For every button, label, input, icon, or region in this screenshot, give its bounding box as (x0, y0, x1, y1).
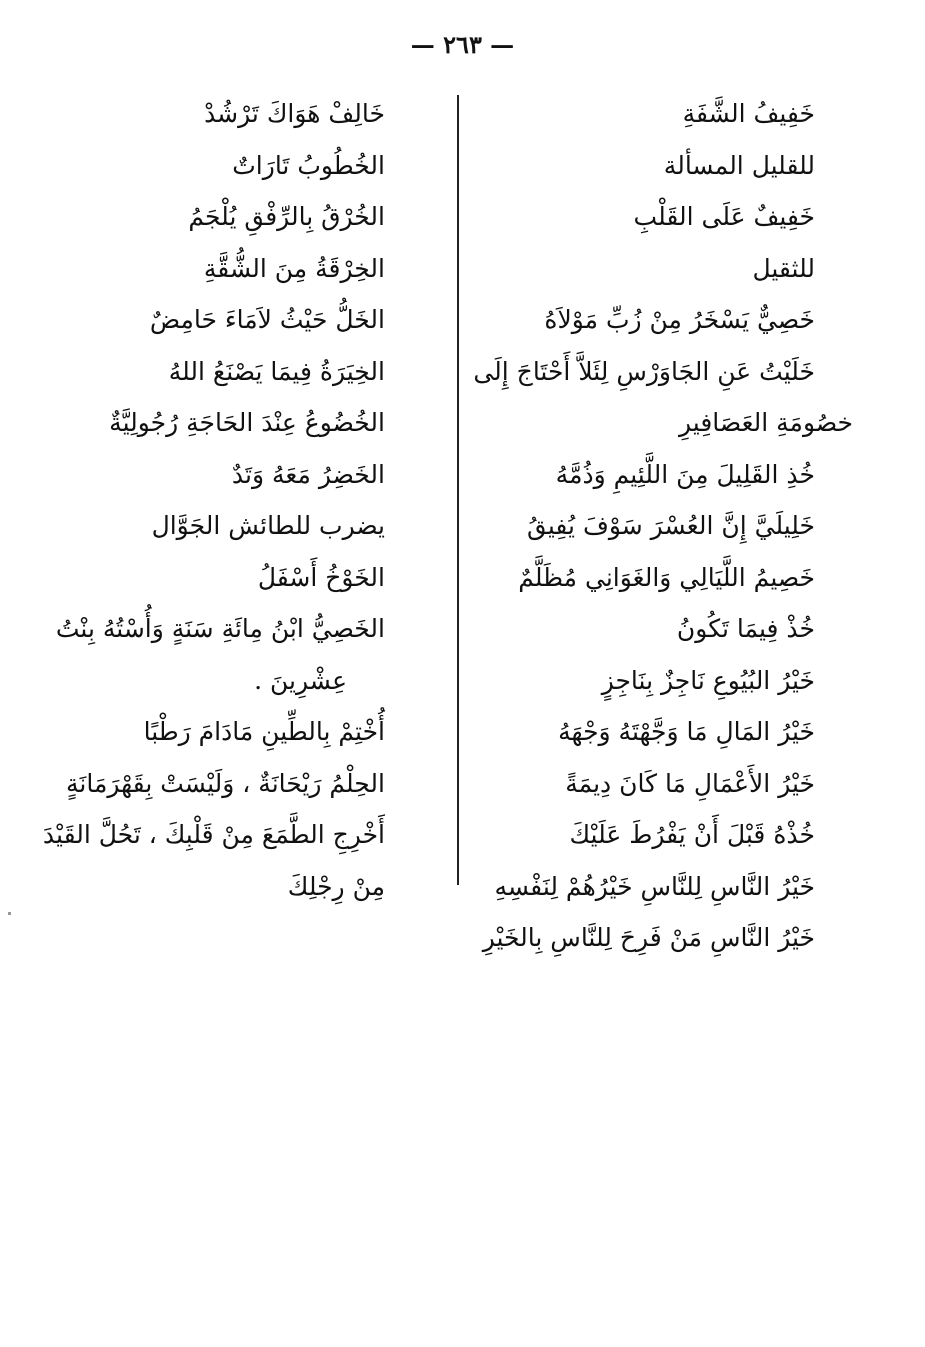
proverb-line: الخُطُوبُ تَارَاتٌ (232, 150, 385, 180)
proverb-line: الحِلْمُ رَيْحَانَةٌ ، وَلَيْسَتْ بِقَهْرَمَانَةٍ (66, 768, 385, 798)
proverb-line: الخَوْخُ أَسْفَلُ (257, 562, 385, 592)
proverb-line: خَفِيفُ الشَّفَةِ (682, 99, 815, 128)
proverb-line: أُخْتِمْ بِالطِّينِ مَادَامَ رَطْبًا (143, 717, 385, 746)
right-column (455, 88, 853, 964)
scan-speck (8, 912, 11, 915)
proverb-line: خَلَيْتُ عَنِ الجَاوَرْسِ لِئَلاَّ أَحْتَاجَ إِلَى (473, 356, 815, 386)
proverb-line: الخَلُّ حَيْثُ لاَمَاءَ حَامِضٌ (149, 305, 385, 334)
proverb-line: خَيْرُ البُيُوعِ نَاجِزٌ بِنَاجِزٍ (601, 665, 815, 695)
proverb-line: خَلِيلَيَّ إِنَّ العُسْرَ سَوْفَ يُفِيقُ (527, 511, 815, 540)
left-column (5, 88, 385, 912)
proverb-line: خَيْرُ النَّاسِ لِلنَّاسِ خَيْرُهُمْ لِنَفْسِهِ (494, 871, 815, 901)
proverb-line: خُذْهُ قَبْلَ أَنْ يَفْرُطَ عَلَيْكَ (569, 820, 815, 849)
proverb-line: للثقيل (752, 253, 815, 283)
proverb-line: خَفِيفٌ عَلَى القَلْبِ (633, 202, 815, 231)
proverb-line: الخُضُوعُ عِنْدَ الحَاجَةِ رُجُولِيَّةٌ (109, 408, 385, 437)
proverb-line: الخِيَرَةُ فِيمَا يَصْنَعُ اللهُ (168, 356, 385, 386)
proverb-line: مِنْ رِجْلِكَ (287, 871, 385, 901)
proverb-line: عِشْرِينَ . (254, 665, 347, 695)
proverb-line: خَصِيمُ اللَّيَالِي وَالغَوَانِي مُظَلَّمٌ (518, 562, 815, 592)
proverb-line: الخَصِيُّ ابْنُ مِائَةِ سَنَةٍ وَأُسْتُهُ بِنْتُ (55, 614, 385, 643)
proverb-line: خَيْرُ النَّاسِ مَنْ فَرِحَ لِلنَّاسِ بِالخَيْرِ (482, 923, 815, 952)
proverb-line: يضرب للطائش الجَوَّال (151, 511, 385, 540)
proverb-line: خُذِ القَلِيلَ مِنَ اللَّئِيمِ وَذُمَّهُ (555, 459, 815, 489)
page-number: — ٢٦٣ — (410, 30, 515, 59)
proverb-line: خُذْ فِيمَا تَكُونُ (676, 614, 815, 643)
proverb-line: للقليل المسألة (663, 150, 815, 180)
proverb-line: أَخْرِجِ الطَّمَعَ مِنْ قَلْبِكَ ، تَحُلَّ القَيْدَ (42, 820, 385, 849)
proverb-line: خَصِيٌّ يَسْخَرُ مِنْ زُبِّ مَوْلاَهُ (544, 305, 815, 334)
proverb-line: خَالِفْ هَوَاكَ تَرْشُدْ (204, 99, 385, 128)
proverb-line: الخَضِرُ مَعَهُ وَتَدٌ (231, 459, 385, 489)
proverb-line: الخُرْقُ بِالرِّفْقِ يُلْجَمُ (188, 202, 385, 231)
proverb-line: خَيْرُ المَالِ مَا وَجَّهْتَهُ وَجْهَهُ (558, 717, 815, 746)
proverb-line: الخِرْقَةُ مِنَ الشُّقَّةِ (203, 253, 385, 283)
column-divider (457, 95, 459, 885)
proverb-line: خَيْرُ الأَعْمَالِ مَا كَانَ دِيمَةً (565, 768, 815, 798)
proverb-line: خصُومَةِ العَصَافِيرِ (679, 408, 853, 437)
